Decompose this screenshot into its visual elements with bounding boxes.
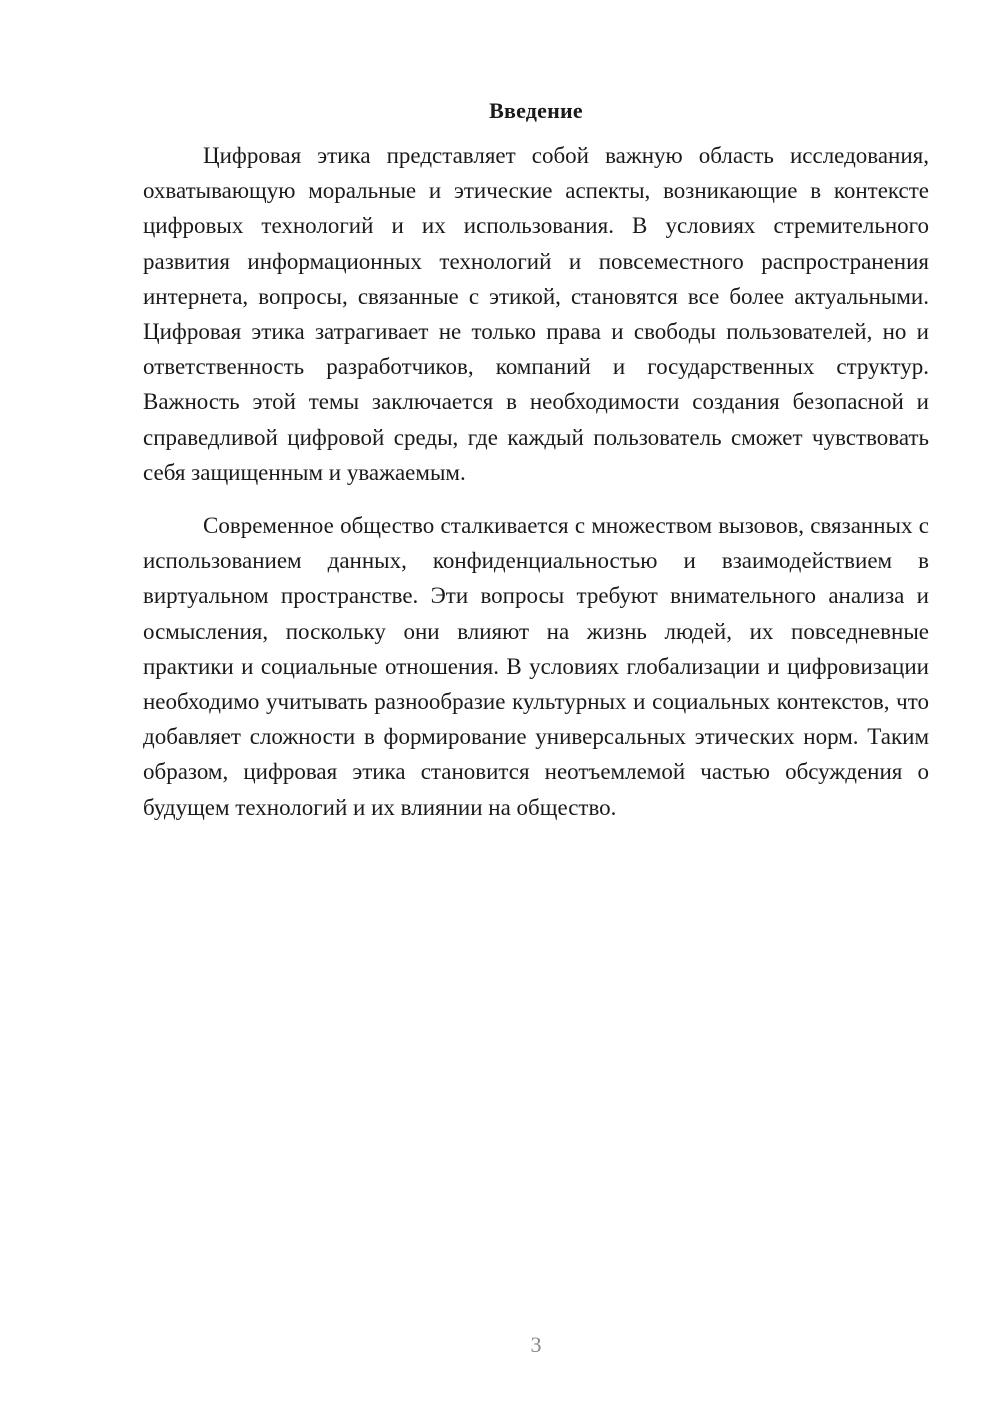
page-number: 3 <box>530 1332 542 1357</box>
paragraph-1: Цифровая этика представляет собой важную область исследования, охватывающую моральные и этические аспекты, возникающие в контексте цифровых технологий и их использования. В условиях стремительного развития информационных технологий и повсеместного распространения интернета, вопросы, связанные с этикой, становятся все более актуальными. Цифровая этика затрагивает не только права и свободы пользователей, но и ответственность разработчиков, компаний и государственных структур. Важность этой темы заключается в необходимости создания безопасной и справедливой цифровой среды, где каждый пользователь сможет чувствовать себя защищенным и уважаемым. <box>143 143 929 485</box>
page-content <box>143 96 929 825</box>
section-title: Введение <box>489 98 583 123</box>
paragraph-2: Современное общество сталкивается с множеством вызовов, связанных с использованием данных, конфиденциальностью и взаимодействием в виртуальном пространстве. Эти вопросы требуют внимательного анализа и осмысления, поскольку они влияют на жизнь людей, их повседневные практики и социальные отношения. В условиях глобализации и цифровизации необходимо учитывать разнообразие культурных и социальных контекстов, что добавляет сложности в формирование универсальных этических норм. Таким образом, цифровая этика становится неотъемлемой частью обсуждения о будущем технологий и их влиянии на общество. <box>143 513 929 820</box>
